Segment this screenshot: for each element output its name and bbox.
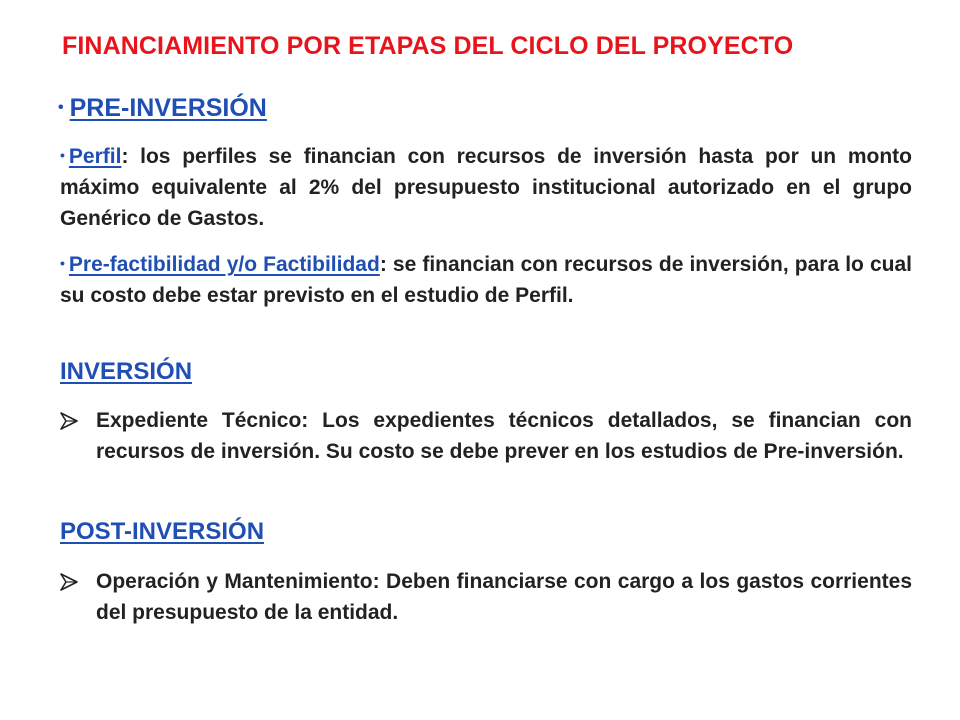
postinversion-item-text: Operación y Mantenimiento: Deben financiarse con cargo a los gastos corrientes del presupuesto de la entidad. (96, 570, 912, 624)
bullet-icon: • (60, 147, 65, 163)
postinversion-heading: POST-INVERSIÓN (60, 518, 265, 545)
perfil-text: : los perfiles se financian con recursos de inversión hasta por un monto máximo equivalente al 2% del presupuesto institucional autorizado en el grupo Genérico de Gastos. (60, 145, 912, 230)
preinversion-item-perfil (60, 140, 912, 234)
prefactibilidad-text: : se financian con recursos de inversión, para lo cual su costo debe estar previsto en el estudio de Perfil. (60, 253, 912, 307)
prefactibilidad-label: Pre-factibilidad y/o Factibilidad (68, 253, 380, 276)
inversion-heading: INVERSIÓN (60, 358, 193, 385)
slide-title: FINANCIAMIENTO POR ETAPAS DEL CICLO DEL PROYECTO (62, 32, 794, 60)
preinversion-item-prefactibilidad (60, 248, 912, 311)
bullet-icon: • (60, 255, 65, 271)
perfil-label: Perfil (68, 145, 122, 168)
postinversion-item (60, 566, 912, 628)
preinversion-heading-text: PRE-INVERSIÓN (69, 94, 267, 122)
preinversion-heading (58, 94, 267, 123)
arrow-bullet-icon (60, 573, 78, 591)
bullet-icon: • (58, 99, 64, 116)
inversion-item (60, 405, 912, 467)
arrow-bullet-icon (60, 412, 78, 430)
inversion-item-text: Expediente Técnico: Los expedientes técnicos detallados, se financian con recursos de inversión. Su costo se debe prever en los estudios de Pre-inversión. (96, 409, 912, 463)
